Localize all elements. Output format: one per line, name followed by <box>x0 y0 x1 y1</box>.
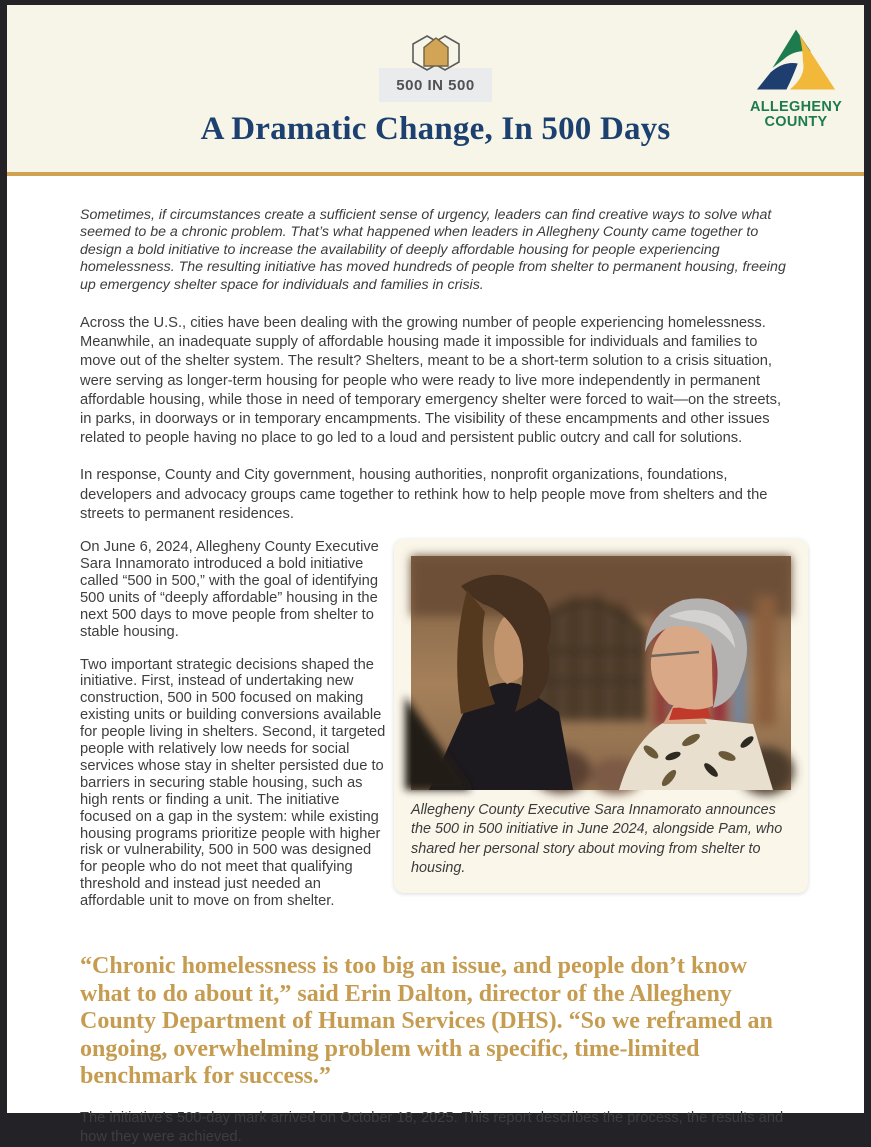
closing-paragraph: The initiative’s 500-day mark arrived on October 18, 2025. This report describes the process, the results and how they were achieved. <box>80 1110 784 1146</box>
program-badge: 500 IN 500 <box>379 68 491 102</box>
county-name-line2: COUNTY <box>764 114 828 131</box>
left-text-column <box>80 539 389 926</box>
county-name-line1: ALLEGHENY <box>749 99 843 115</box>
paragraph: Two important strategic decisions shaped the initiative. First, instead of undertaking new construction, 500 in 500 focused on making existing units or building conversions available for people living in shelters. Second, it targeted people with relatively low needs for social services whose stay in shelter persisted due to barriers in securing stable housing, such as high rents or finding a unit. The initiative focused on a gap in the system: while existing housing programs prioritize people with higher risk or vulnerability, 500 in 500 was designed for people who do not meet that qualifying threshold and instead just needed an affordable unit to move on from shelter. <box>80 656 386 910</box>
program-logo <box>7 5 864 102</box>
page-header <box>7 5 864 176</box>
report-page <box>7 5 864 1146</box>
paragraph: In response, County and City government, housing authorities, nonprofit organizations, foundations, developers and advocacy groups came together to rethink how to help people move from shelters and the streets to permanent residences. <box>80 467 768 522</box>
article-body <box>7 176 864 1147</box>
hexagon-house-icon <box>400 29 472 77</box>
pull-quote: “Chronic homelessness is too big an issue, and people don’t know what to do about it,” said Erin Dalton, director of the Allegheny County Department of Human Services (DHS). “So we reframed an ongoing, overwhelming problem with a specific, time-limited benchmark for success.” <box>80 953 773 1090</box>
allegheny-county-logo <box>740 27 852 130</box>
county-name <box>740 100 852 130</box>
intro-paragraph: Sometimes, if circumstances create a sufficient sense of urgency, leaders can find creative ways to solve what seemed to be a chronic problem. That’s what happened when leaders in Allegheny County came together to design a bold initiative to increase the availability of deeply affordable housing for people experiencing homelessness. The resulting initiative has moved hundreds of people from shelter to permanent housing, freeing up emergency shelter space for individuals and families in crisis. <box>80 207 786 293</box>
paragraph: Across the U.S., cities have been dealing with the growing number of people experiencing homelessness. Meanwhile, an inadequate supply of affordable housing made it impossible for individuals and families to move out of the shelter system. The result? Shelters, meant to be a short-term solution to a crisis situation, were serving as longer-term housing for people who were ready to live more independently in permanent affordable housing, while those in need of temporary emergency shelter were forced to wait—on the streets, in parks, in doorways or in temporary encampments. The visibility of these encampments and other issues related to people having no place to go led to a loud and persistent public outcry and call for solutions. <box>80 315 782 447</box>
two-column-section <box>80 539 808 926</box>
paragraph: On June 6, 2024, Allegheny County Executive Sara Innamorato introduced a bold initiative called “500 in 500,” with the goal of identifying 500 units of “deeply affordable” housing in the next 500 days to move people from shelter to stable housing. <box>80 539 379 640</box>
photo-card <box>394 539 808 893</box>
announcement-photo <box>411 556 791 790</box>
photo-caption: Allegheny County Executive Sara Innamorato announces the 500 in 500 initiative in June 2024, alongside Pam, who shared her personal story about moving from shelter to housing. <box>411 802 783 877</box>
page-title: A Dramatic Change, In 500 Days <box>200 111 671 147</box>
county-triangle-icon <box>750 27 842 93</box>
